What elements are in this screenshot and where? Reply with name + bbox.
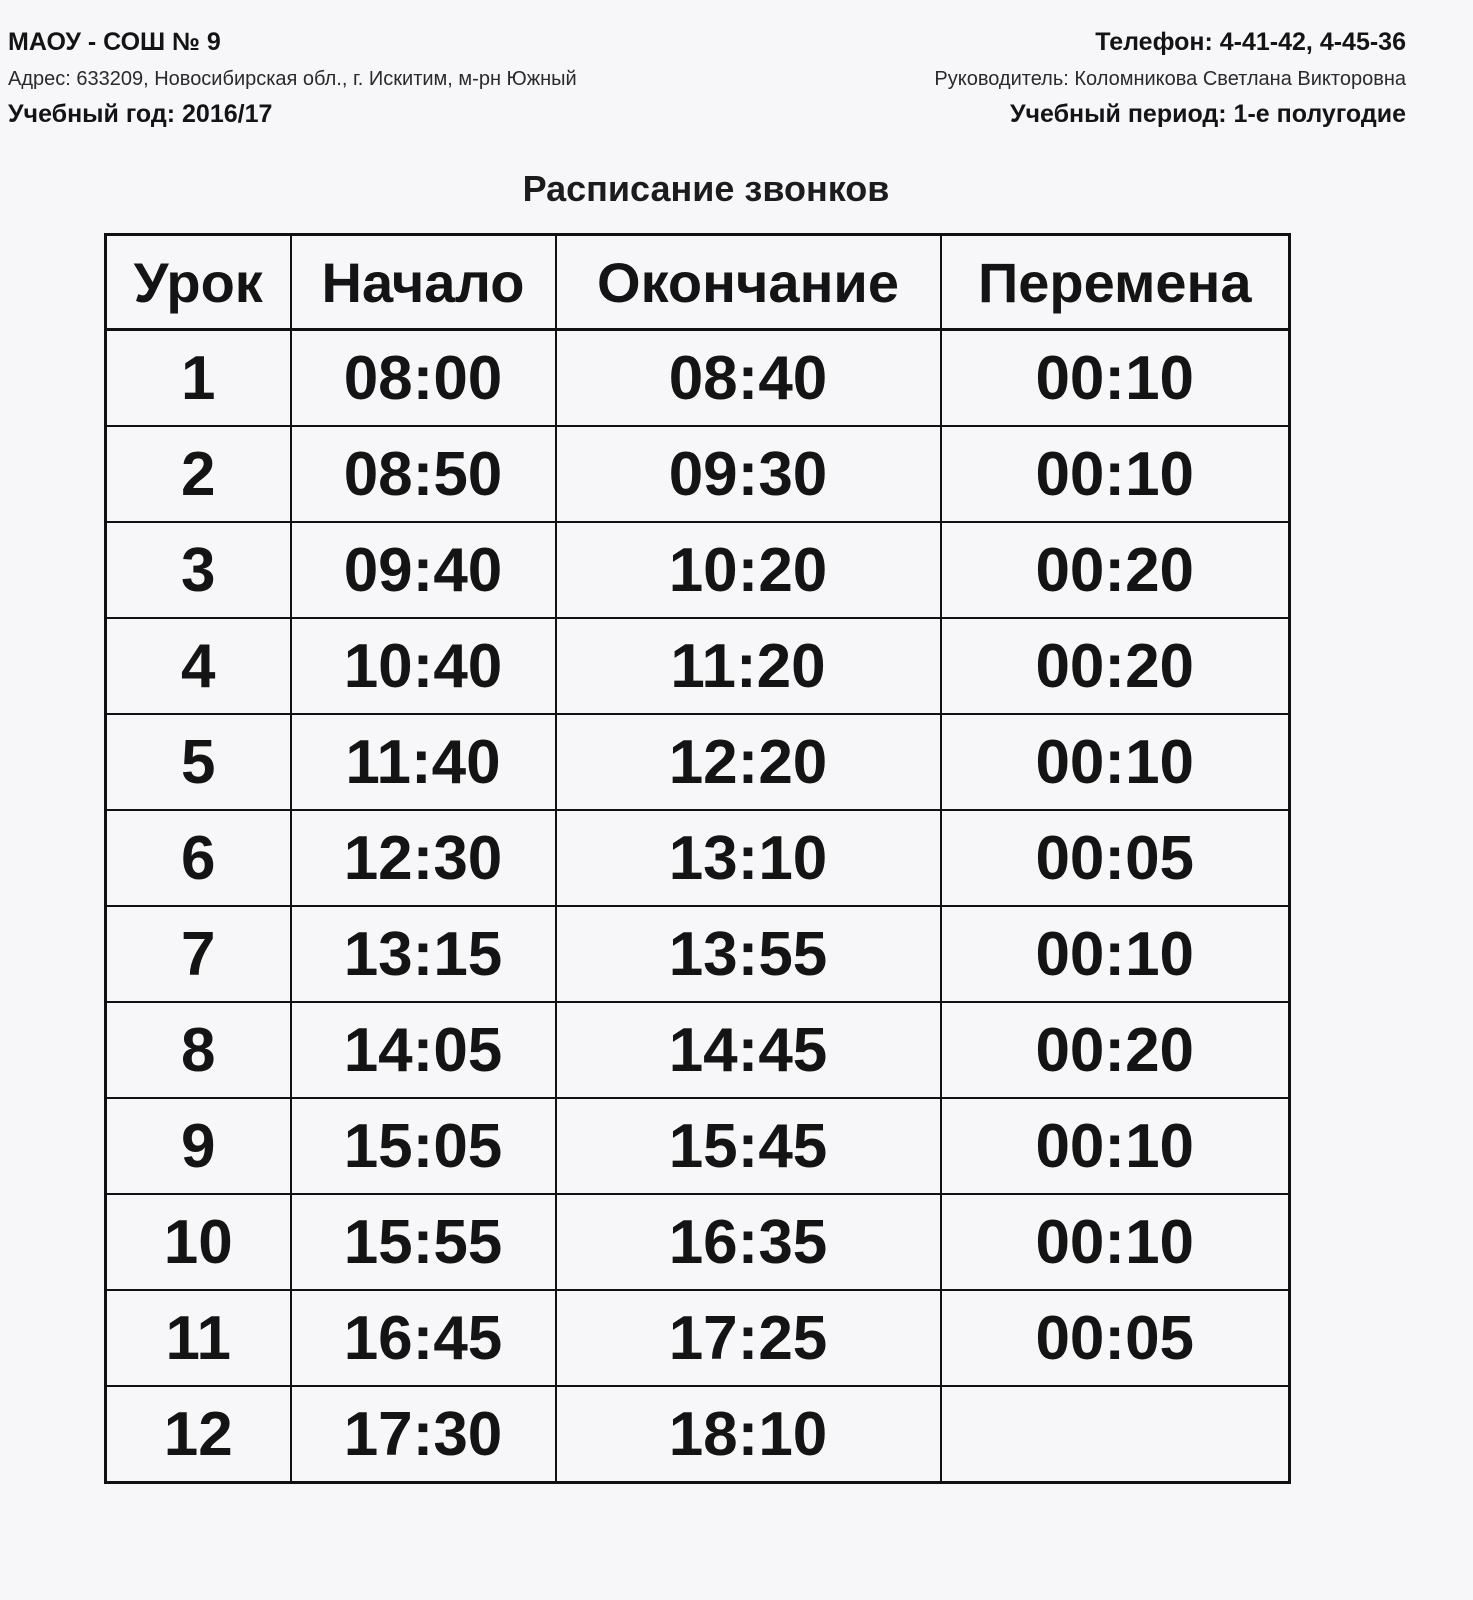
lesson-end: 09:30 <box>556 426 941 522</box>
lesson-number: 8 <box>106 1002 291 1098</box>
column-header-end: Окончание <box>556 235 941 330</box>
lesson-number: 4 <box>106 618 291 714</box>
table-row <box>106 714 1290 810</box>
lesson-end: 13:10 <box>556 810 941 906</box>
table-row <box>106 1290 1290 1386</box>
lesson-end: 11:20 <box>556 618 941 714</box>
table-row <box>106 1098 1290 1194</box>
lesson-number: 6 <box>106 810 291 906</box>
break-duration: 00:10 <box>941 1098 1290 1194</box>
lesson-end: 10:20 <box>556 522 941 618</box>
table-row <box>106 618 1290 714</box>
break-duration: 00:10 <box>941 426 1290 522</box>
lesson-start: 08:50 <box>291 426 556 522</box>
lesson-end: 14:45 <box>556 1002 941 1098</box>
table-header-row <box>106 235 1290 330</box>
lesson-number: 2 <box>106 426 291 522</box>
lesson-start: 17:30 <box>291 1386 556 1483</box>
lesson-number: 7 <box>106 906 291 1002</box>
lesson-number: 11 <box>106 1290 291 1386</box>
column-header-start: Начало <box>291 235 556 330</box>
table-row <box>106 810 1290 906</box>
lesson-start: 13:15 <box>291 906 556 1002</box>
table-row <box>106 426 1290 522</box>
page-title: Расписание звонков <box>522 168 890 209</box>
lesson-number: 3 <box>106 522 291 618</box>
table-row <box>106 1194 1290 1290</box>
break-duration: 00:10 <box>941 714 1290 810</box>
table-row <box>106 1386 1290 1483</box>
break-duration: 00:20 <box>941 1002 1290 1098</box>
lesson-number: 1 <box>106 330 291 427</box>
break-duration: 00:10 <box>941 330 1290 427</box>
lesson-start: 08:00 <box>291 330 556 427</box>
bell-schedule-table <box>104 233 1291 1484</box>
lesson-start: 14:05 <box>291 1002 556 1098</box>
lesson-number: 10 <box>106 1194 291 1290</box>
break-duration: 00:20 <box>941 618 1290 714</box>
school-name: МАОУ - СОШ № 9 <box>8 28 221 56</box>
lesson-number: 12 <box>106 1386 291 1483</box>
break-duration: 00:10 <box>941 906 1290 1002</box>
table-row <box>106 330 1290 427</box>
column-header-break: Перемена <box>941 235 1290 330</box>
table-row <box>106 522 1290 618</box>
lesson-start: 10:40 <box>291 618 556 714</box>
break-duration: 00:20 <box>941 522 1290 618</box>
lesson-end: 08:40 <box>556 330 941 427</box>
column-header-lesson: Урок <box>106 235 291 330</box>
lesson-start: 16:45 <box>291 1290 556 1386</box>
table-row <box>106 906 1290 1002</box>
lesson-start: 15:55 <box>291 1194 556 1290</box>
lesson-end: 15:45 <box>556 1098 941 1194</box>
lesson-end: 13:55 <box>556 906 941 1002</box>
lesson-start: 11:40 <box>291 714 556 810</box>
table-row <box>106 1002 1290 1098</box>
lesson-number: 5 <box>106 714 291 810</box>
lesson-end: 17:25 <box>556 1290 941 1386</box>
phone-numbers: Телефон: 4-41-42, 4-45-36 <box>1095 28 1406 56</box>
lesson-end: 16:35 <box>556 1194 941 1290</box>
lesson-start: 12:30 <box>291 810 556 906</box>
lesson-end: 18:10 <box>556 1386 941 1483</box>
lesson-number: 9 <box>106 1098 291 1194</box>
lesson-start: 09:40 <box>291 522 556 618</box>
break-duration: 00:05 <box>941 810 1290 906</box>
break-duration: 00:10 <box>941 1194 1290 1290</box>
lesson-start: 15:05 <box>291 1098 556 1194</box>
school-address: Адрес: 633209, Новосибирская обл., г. Искитим, м-рн Южный <box>8 68 577 90</box>
academic-period: Учебный период: 1-е полугодие <box>1009 100 1406 128</box>
break-duration: 00:05 <box>941 1290 1290 1386</box>
lesson-end: 12:20 <box>556 714 941 810</box>
director-name: Руководитель: Коломникова Светлана Викторовна <box>934 68 1406 90</box>
academic-year: Учебный год: 2016/17 <box>8 100 273 128</box>
break-duration <box>941 1386 1290 1483</box>
